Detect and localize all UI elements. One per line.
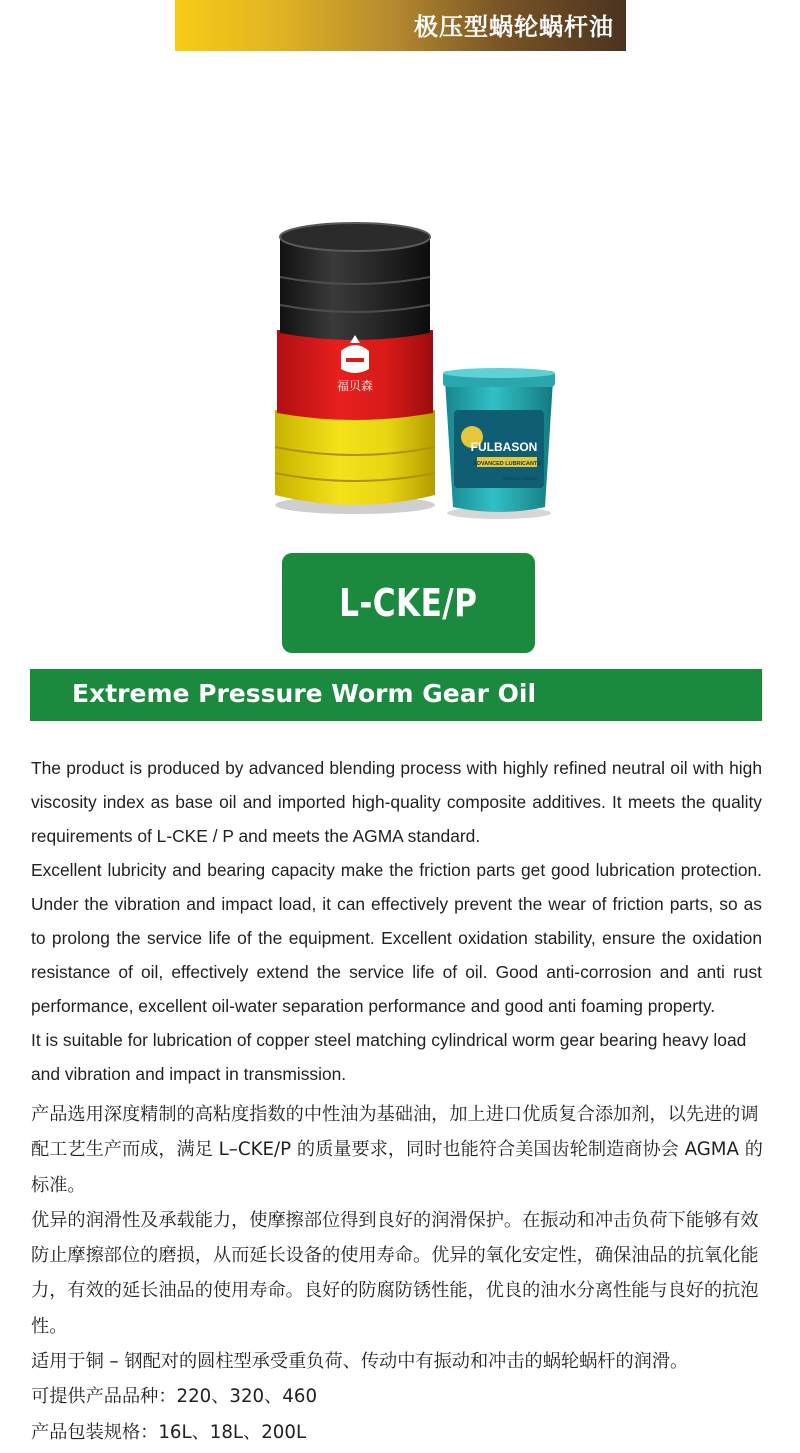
drum-lid [280,223,430,251]
header-banner [175,0,626,51]
description-cn-paragraph: 适用于铜 – 钢配对的圆柱型承受重负荷、传动中有振动和冲击的蜗轮蜗杆的润滑。 [31,1351,689,1373]
description-en-paragraph: Excellent lubricity and bearing capacity make the friction parts get good lubrication protection. Under the vibration and impact load, it can effectively prevent the wear of friction parts, so as to prolong the service life of the equipment. Excellent oxidation stability, ensure the oxidation resistance of oil, effectively extend the service life of oil. Good anti-corrosion and anti rust performance, excellent oil-water separation performance and good anti foaming property. [31,860,762,1016]
product-image [262,215,562,520]
description-cn-paragraph: 优异的润滑性及承载能力，使摩擦部位得到良好的润滑保护。在振动和冲击负荷下能够有效防止摩擦部位的磨损，从而延长设备的使用寿命。优异的氧化安定性，确保油品的抗氧化能力，有效的延长油品的使用寿命。良好的防腐防锈性能，优良的油水分离性能与良好的抗泡性。 [31,1209,759,1337]
description-cn-paragraph: 产品选用深度精制的高粘度指数的中性油为基础油，加上进口优质复合添加剂，以先进的调配工艺生产而成，满足 L–CKE/P 的质量要求，同时也能符合美国齿轮制造商协会 AGMA 的标准。 [31,1104,763,1196]
drum-brand-cn: 福贝森 [336,379,374,393]
product-name-en: Extreme Pressure Worm Gear Oil [72,679,537,708]
pail-brand: FULBASON [470,440,538,454]
description-en [31,751,762,1091]
description-en-paragraph: It is suitable for lubrication of copper steel matching cylindrical worm gear bearing heavy load and vibration and impact in transmission. [31,1030,747,1084]
available-grades: 可提供产品品种：220、320、460 [31,1386,318,1408]
product-code-box [282,553,535,653]
product-title-bar [30,669,762,721]
product-code: L-CKE/P [339,581,478,625]
description-en-paragraph: The product is produced by advanced blending process with highly refined neutral oil with high viscosity index as base oil and imported high-quality composite additives. It meets the quality requirements of L-CKE / P and meets the AGMA standard. [31,758,762,846]
package-sizes: 产品包装规格：16L、18L、200L [31,1421,307,1443]
pail-lid [443,368,555,378]
description-cn [31,1097,764,1450]
drum-red-section [277,330,433,420]
drum-black-section [280,237,430,340]
pail-subtag: American Quality [502,476,538,481]
pail-tagline: ADVANCED LUBRICANTS [472,461,542,467]
header-title: 极压型蜗轮蜗杆油 [414,13,614,41]
drum-yellow-section [275,410,435,505]
